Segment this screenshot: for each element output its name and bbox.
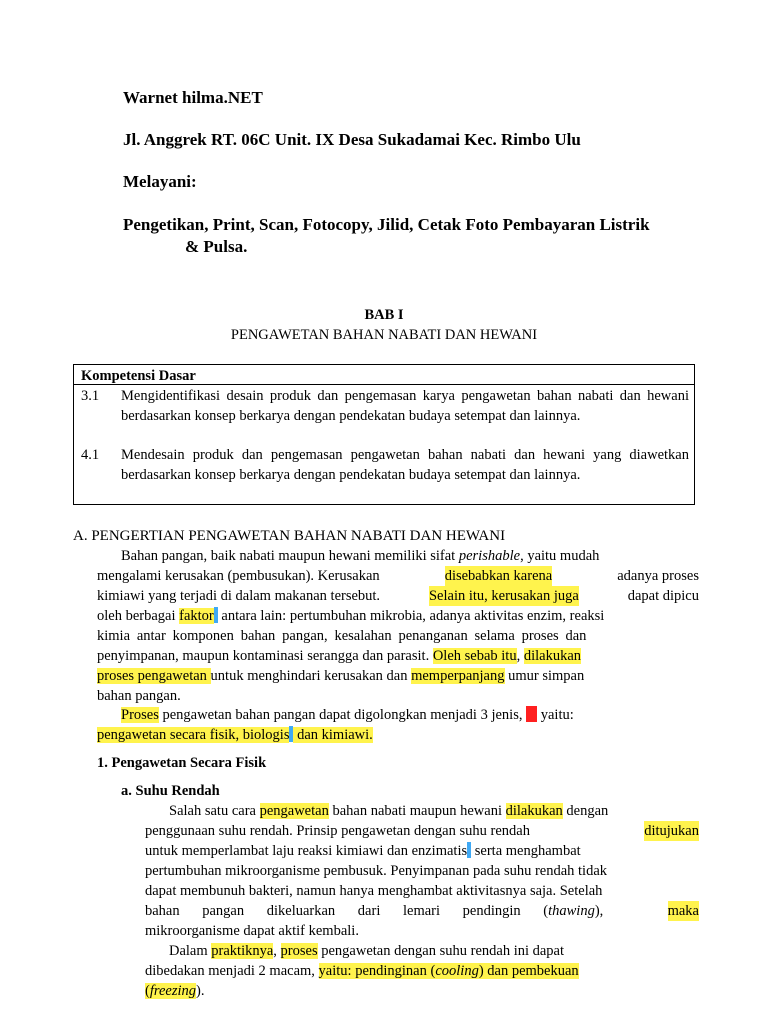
text-run: bahan pangan dikeluarkan dari lemari pendingin ( <box>145 903 549 919</box>
italic-term: freezing <box>149 983 197 999</box>
italic-term: cooling <box>435 963 479 979</box>
services-line-2: & Pulsa. <box>185 237 248 256</box>
para-line: bahan pangan. <box>97 688 181 704</box>
text-run: dengan <box>562 803 609 819</box>
text-run: Salah satu cara <box>169 803 260 819</box>
highlighted-text: yaitu: pendinginan ( <box>318 963 436 979</box>
warnet-name: Warnet hilma.NET <box>123 88 263 107</box>
text-run: ), <box>594 903 604 919</box>
text-run: Dalam <box>169 943 212 959</box>
text-run: umur simpan <box>504 668 585 684</box>
text-run: yaitu: <box>537 707 574 723</box>
para-line <box>145 981 205 1001</box>
text-run: , <box>273 943 281 959</box>
text-run: serta menghambat <box>471 843 581 859</box>
highlighted-text: Proses <box>121 707 159 723</box>
highlighted-text: disebabkan karena <box>444 568 553 584</box>
para-line <box>169 941 564 961</box>
chapter-number: BAB I <box>364 307 404 323</box>
para-line: pertumbuhan mikroorganisme pembusuk. Penyimpanan pada suhu rendah tidak <box>145 863 608 879</box>
para-line <box>169 801 608 821</box>
para-line <box>145 901 699 921</box>
kompetensi-heading: Kompetensi Dasar <box>81 368 196 384</box>
text-run: adanya proses <box>617 568 699 584</box>
para-line: kimia antar komponen bahan pangan, kesalahan penanganan selama proses dan <box>97 628 587 644</box>
sub-subsection-heading: a. Suhu Rendah <box>121 783 220 799</box>
kd-item-text: Mengidentifikasi desain produk dan pengemasan karya pengawetan bahan nabati dan hewani berdasarkan konsep berkarya dengan pendekatan budaya setempat dan lainnya. <box>121 388 689 424</box>
highlighted-text: dan kimiawi. <box>293 727 373 743</box>
kd-item-number: 3.1 <box>81 388 100 404</box>
highlighted-text: praktiknya <box>211 943 274 959</box>
comment-marker <box>526 706 537 722</box>
text-run: penggunaan suhu rendah. Prinsip pengawetan dengan suhu rendah <box>145 823 530 839</box>
para-line: dapat membunuh bakteri, namun hanya menghambat aktivitasnya saja. Setelah <box>145 883 603 899</box>
highlighted-text: dilakukan <box>523 648 582 664</box>
para-line <box>97 646 581 666</box>
text-run: oleh berbagai <box>97 608 180 624</box>
text-run: ). <box>196 983 205 999</box>
para-line <box>145 841 581 861</box>
highlighted-text: ditujukan <box>644 823 699 839</box>
highlighted-text: faktor <box>179 608 214 624</box>
para-line <box>145 821 699 841</box>
highlighted-text: ( <box>145 983 150 999</box>
para-line <box>121 546 599 566</box>
text-run: antara lain: pertumbuhan mikrobia, adanya aktivitas enzim, reaksi <box>217 608 605 624</box>
para-line <box>97 566 699 586</box>
section-a-heading: A. PENGERTIAN PENGAWETAN BAHAN NABATI DAN HEWANI <box>73 528 506 544</box>
text-run: , yaitu mudah <box>520 548 600 564</box>
subsection-heading: 1. Pengawetan Secara Fisik <box>97 755 267 771</box>
text-run: dibedakan menjadi 2 macam, <box>145 963 319 979</box>
kd-item-number: 4.1 <box>81 447 100 463</box>
para-line <box>97 725 373 745</box>
text-run: untuk memperlambat laju reaksi kimiawi dan enzimatis <box>145 843 468 859</box>
para-line <box>145 961 579 981</box>
highlighted-text: pengawetan secara fisik, biologis <box>97 727 290 743</box>
highlighted-text: Oleh sebab itu <box>432 648 517 664</box>
highlighted-text: pengawetan <box>259 803 329 819</box>
kompetensi-header <box>74 365 694 385</box>
highlighted-text: proses pengawetan <box>97 668 211 684</box>
text-run: penyimpanan, maupun kontaminasi serangga dan parasit. <box>97 648 433 664</box>
para-line <box>97 606 604 626</box>
kd-item-text: Mendesain produk dan pengemasan pengawetan bahan nabati dan hewani yang diawetkan berdasarkan konsep berkarya dengan pendekatan budaya setempat dan lainnya. <box>121 447 689 483</box>
para-line <box>97 586 699 606</box>
highlighted-text: dilakukan <box>505 803 563 819</box>
services-label: Melayani: <box>123 172 197 191</box>
text-run: kimiawi yang terjadi di dalam makanan tersebut. <box>97 588 381 604</box>
text-run: bahan nabati maupun hewani <box>328 803 506 819</box>
text-run: mengalami kerusakan (pembusukan). Kerusakan <box>97 568 380 584</box>
highlighted-text: Selain itu, kerusakan juga <box>428 588 579 604</box>
chapter-title: PENGAWETAN BAHAN NABATI DAN HEWANI <box>230 327 538 343</box>
highlighted-text: ) dan pembekuan <box>478 963 579 979</box>
services-line-1: Pengetikan, Print, Scan, Fotocopy, Jilid, Cetak Foto Pembayaran Listrik <box>123 215 650 234</box>
para-line <box>121 705 574 725</box>
text-run: , <box>516 648 524 664</box>
text-run: pengawetan dengan suhu rendah ini dapat <box>317 943 565 959</box>
text-run: untuk menghindari kerusakan dan <box>210 668 412 684</box>
kompetensi-dasar-box <box>73 364 695 505</box>
para-line: mikroorganisme dapat aktif kembali. <box>145 923 359 939</box>
text-run: pengawetan bahan pangan dapat digolongkan menjadi 3 jenis, <box>158 707 527 723</box>
italic-term: thawing <box>548 903 595 919</box>
text-run: Bahan pangan, baik nabati maupun hewani memiliki sifat <box>121 548 459 564</box>
italic-term: perishable <box>458 548 521 564</box>
highlighted-text: maka <box>667 903 699 919</box>
highlighted-text: proses <box>280 943 318 959</box>
highlighted-text: memperpanjang <box>411 668 505 684</box>
text-run: dapat dipicu <box>627 588 699 604</box>
para-line <box>97 666 584 686</box>
warnet-address: Jl. Anggrek RT. 06C Unit. IX Desa Sukadamai Kec. Rimbo Ulu <box>123 130 581 149</box>
